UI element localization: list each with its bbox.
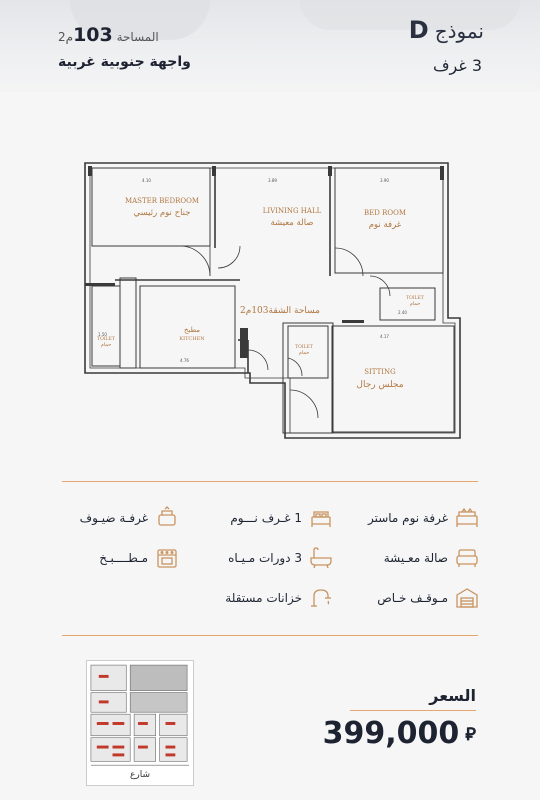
master-bedroom-en: MASTER BEDROOM — [124, 197, 200, 205]
area-unit: م2 — [58, 30, 74, 44]
feature-text: 3 دورات مـيـاه — [228, 551, 302, 565]
faucet-icon — [308, 586, 334, 610]
feature-text: خزانات مستقلة — [225, 591, 302, 605]
feature-text: مـطــــبـخ — [99, 551, 148, 565]
bathtub-icon — [308, 546, 334, 570]
header-band — [0, 0, 540, 92]
toilet-right-en: TOILET — [406, 296, 424, 301]
sitting-en: SITTING — [364, 368, 396, 376]
riyal-icon: ⃁ — [465, 724, 476, 745]
guest-room-icon — [154, 506, 180, 530]
area-label — [58, 24, 159, 46]
feature-guest-room — [80, 506, 180, 530]
price-underline — [350, 710, 476, 711]
feature-bathrooms — [228, 546, 334, 570]
kitchen-ar: مطبخ — [183, 326, 201, 334]
feature-bedroom — [230, 506, 334, 530]
svg-text:1.50: 1.50 — [98, 332, 107, 337]
kitchen-en: KITCHEN — [179, 336, 205, 342]
feature-tanks — [225, 586, 334, 610]
apartment-area-text: مساحة الشقة103م2 — [240, 306, 320, 316]
street-label: شارع — [130, 770, 150, 780]
living-hall-en: LIVINING HALL — [262, 207, 322, 215]
divider-top — [62, 481, 478, 482]
living-hall-ar: صالة معيشة — [270, 218, 314, 228]
rooms-count: 3 غرف — [432, 56, 482, 75]
feature-parking — [377, 586, 480, 610]
toilet-left-ar: حمام — [100, 342, 112, 348]
svg-text:4.76: 4.76 — [180, 358, 189, 363]
master-bed-icon — [454, 506, 480, 530]
model-label: نموذج — [434, 19, 484, 43]
area-text: المساحة — [116, 30, 159, 44]
price-label: السعر — [429, 686, 476, 705]
key-plan — [86, 660, 194, 786]
bedroom-ar: غرفة نوم — [368, 220, 402, 230]
features-grid — [60, 500, 480, 620]
svg-text:4.17: 4.17 — [380, 334, 389, 339]
sofa-icon — [454, 546, 480, 570]
feature-kitchen — [99, 546, 180, 570]
model-code: D — [408, 16, 429, 44]
sitting-ar: مجلس رجال — [356, 380, 404, 390]
bed-icon — [308, 506, 334, 530]
svg-text:3.89: 3.89 — [268, 178, 277, 183]
feature-living — [384, 546, 480, 570]
stove-icon — [154, 546, 180, 570]
svg-text:2.40: 2.40 — [398, 310, 407, 315]
svg-text:3.90: 3.90 — [380, 178, 389, 183]
svg-text:4.10: 4.10 — [142, 178, 151, 183]
floor-plan — [80, 158, 465, 442]
toilet-right-ar: حمام — [409, 301, 421, 307]
divider-bottom — [62, 635, 478, 636]
garage-icon — [454, 586, 480, 610]
toilet-lower-ar: حمام — [298, 350, 310, 356]
feature-text: 1 غـرف نـــوم — [230, 511, 302, 525]
toilet-lower-en: TOILET — [295, 345, 313, 350]
bedroom-en: BED ROOM — [363, 209, 407, 217]
area-value: 103 — [73, 24, 113, 46]
toilet-left-en: TOILET — [97, 337, 115, 342]
feature-text: مـوقـف خـاص — [377, 591, 448, 605]
feature-text: صالة معـيشة — [383, 551, 448, 565]
feature-text: غرفة نوم ماستر — [367, 511, 448, 525]
feature-master-bedroom — [368, 506, 480, 530]
price-value-row — [323, 716, 476, 751]
master-bedroom-ar: جناح نوم رئيسي — [133, 208, 191, 218]
feature-text: غرفـة ضيـوف — [79, 511, 148, 525]
price-amount: 399,000 — [322, 716, 460, 751]
facade-label: واجهة جنوبية غربية — [58, 54, 191, 70]
model-title — [409, 16, 484, 44]
